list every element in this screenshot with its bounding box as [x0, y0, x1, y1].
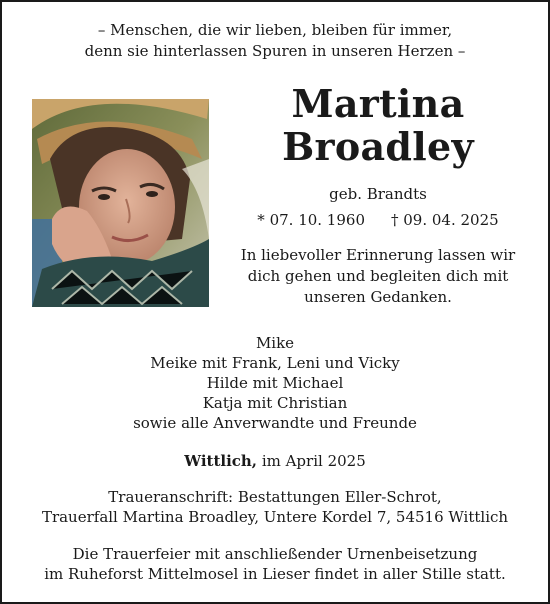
mourner-entry: Mike: [255, 334, 295, 352]
deceased-last-name: Broadley: [282, 124, 474, 169]
deceased-first-name: Martina: [291, 81, 465, 126]
ceremony-line: Die Trauerfeier mit anschließender Urnenbeisetzung: [72, 545, 478, 563]
mourner-entry: Meike mit Frank, Leni und Vicky: [150, 354, 400, 372]
birth-name: geb. Brandts: [329, 185, 427, 203]
place-name: Wittlich,: [184, 452, 258, 470]
remembrance-text: [224, 245, 532, 308]
ceremony-line: im Ruheforst Mittelmosel in Lieser findet in aller Stille statt.: [44, 565, 506, 583]
motto-quote: [2, 20, 548, 62]
mourner-entry: Katja mit Christian: [202, 394, 348, 412]
mourner-entry: Hilde mit Michael: [206, 374, 344, 392]
notice-date: im April 2025: [261, 452, 366, 470]
mourning-address: [2, 487, 548, 527]
remembrance-line: unseren Gedanken.: [304, 288, 452, 306]
motto-line-2: denn sie hinterlassen Spuren in unseren Herzen –: [84, 42, 466, 60]
portrait-illustration: [32, 99, 209, 307]
birth-date: * 07. 10. 1960: [257, 211, 365, 229]
remembrance-line: In liebevoller Erinnerung lassen wir: [240, 246, 516, 264]
portrait-photo: [32, 99, 209, 307]
address-line: Traueranschrift: Bestattungen Eller-Schrot,: [108, 488, 442, 506]
death-date: † 09. 04. 2025: [391, 211, 499, 229]
life-dates: [224, 210, 532, 230]
deceased-name: [224, 82, 532, 168]
place-and-date: [2, 451, 548, 471]
deceased-details: [224, 82, 532, 308]
address-line: Trauerfall Martina Broadley, Untere Kordel 7, 54516 Wittlich: [41, 508, 509, 526]
mourner-entry: sowie alle Anverwandte und Freunde: [133, 414, 417, 432]
motto-line-1: – Menschen, die wir lieben, bleiben für immer,: [97, 21, 453, 39]
remembrance-line: dich gehen und begleiten dich mit: [247, 267, 509, 285]
ceremony-info: [2, 544, 548, 584]
mourners-list: [2, 333, 548, 433]
